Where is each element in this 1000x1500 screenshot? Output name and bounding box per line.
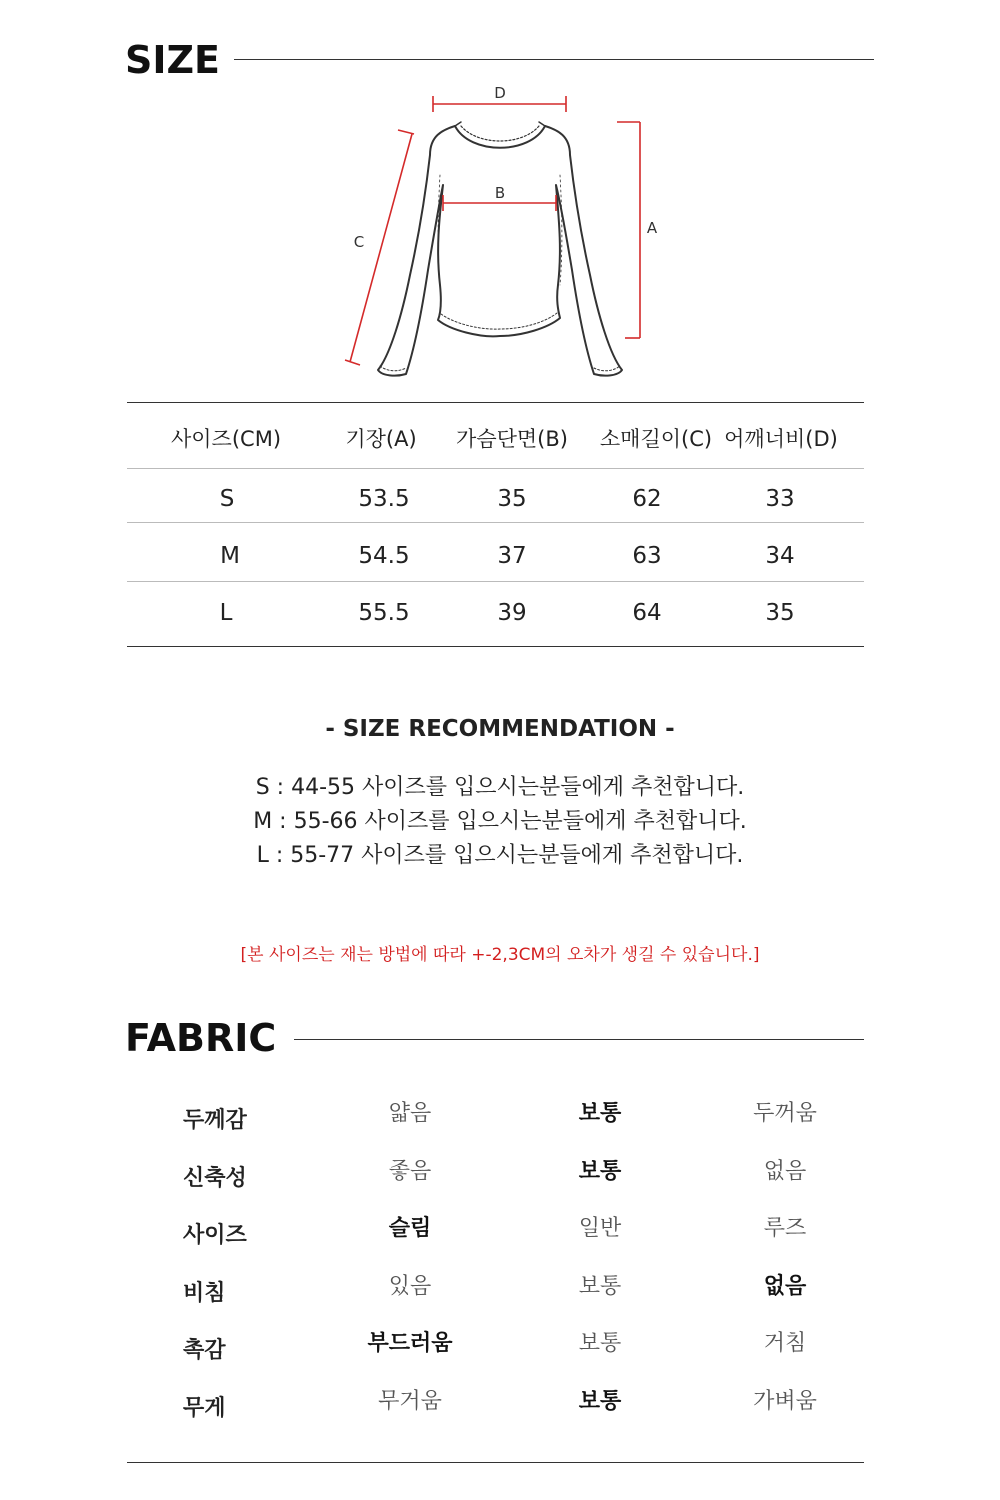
table-cell-chest: 37 [497, 543, 527, 569]
fabric-option: 무거움 [378, 1389, 442, 1414]
table-cell-sleeve: 63 [632, 543, 662, 569]
garment-diagram [330, 80, 670, 385]
table-cell-shoulder: 33 [765, 486, 795, 512]
table-cell-length: 53.5 [358, 486, 410, 512]
fabric-option: 거침 [763, 1331, 807, 1356]
table-cell-length: 55.5 [358, 600, 410, 626]
fabric-option-selected: 보통 [578, 1159, 622, 1184]
fabric-title-divider [294, 1039, 864, 1040]
fabric-row-label: 사이즈 [183, 1223, 247, 1248]
fabric-option: 보통 [578, 1331, 622, 1356]
size-title-divider [234, 59, 874, 60]
table-cell-size: S [219, 486, 235, 512]
fabric-option-selected: 슬림 [388, 1216, 432, 1241]
fabric-option: 얇음 [388, 1101, 432, 1126]
bottom-divider [127, 1462, 864, 1463]
recommendation-line: M : 55-66 사이즈를 입으시는분들에게 추천합니다. [253, 809, 747, 834]
diagram-label-d: D [494, 84, 506, 102]
fabric-option: 없음 [763, 1159, 807, 1184]
table-cell-sleeve: 64 [632, 600, 662, 626]
table-cell-shoulder: 34 [765, 543, 795, 569]
fabric-option: 좋음 [388, 1159, 432, 1184]
fabric-option: 가벼움 [753, 1389, 817, 1414]
table-cell-sleeve: 62 [632, 486, 662, 512]
fabric-option-selected: 없음 [763, 1274, 807, 1299]
table-header-chest: 가슴단면(B) [456, 427, 568, 451]
diagram-label-b: B [494, 184, 506, 202]
fabric-option-selected: 보통 [578, 1389, 622, 1414]
fabric-row-label: 무게 [183, 1396, 226, 1421]
fabric-row-label: 두께감 [183, 1108, 247, 1133]
fabric-option-selected: 보통 [578, 1101, 622, 1126]
fabric-row-label: 촉감 [183, 1338, 226, 1363]
fabric-option: 보통 [578, 1274, 622, 1299]
fabric-option: 일반 [578, 1216, 622, 1241]
fabric-row-label: 비침 [183, 1281, 226, 1306]
table-cell-length: 54.5 [358, 543, 410, 569]
recommendation-line: S : 44-55 사이즈를 입으시는분들에게 추천합니다. [255, 775, 745, 800]
table-cell-size: M [220, 543, 240, 569]
measurement-note: [본 사이즈는 재는 방법에 따라 +-2,3CM의 오차가 생길 수 있습니다.] [240, 945, 760, 965]
recommendation-title: - SIZE RECOMMENDATION - [325, 716, 675, 742]
table-header-length: 기장(A) [345, 427, 417, 451]
table-divider [127, 581, 864, 582]
table-bottom-border [127, 646, 864, 647]
fabric-row-label: 신축성 [183, 1166, 247, 1191]
table-top-border [127, 402, 864, 403]
table-cell-shoulder: 35 [765, 600, 795, 626]
fabric-option-selected: 부드러움 [367, 1331, 453, 1356]
fabric-section-title: FABRIC [125, 1016, 277, 1060]
table-header-shoulder: 어깨너비(D) [724, 427, 838, 451]
table-divider [127, 522, 864, 523]
table-cell-chest: 35 [497, 486, 527, 512]
fabric-option: 두꺼움 [753, 1101, 817, 1126]
table-cell-chest: 39 [497, 600, 527, 626]
fabric-option: 루즈 [763, 1216, 807, 1241]
fabric-option: 있음 [388, 1274, 432, 1299]
diagram-label-a: A [646, 219, 658, 237]
table-divider [127, 468, 864, 469]
size-section-title: SIZE [125, 38, 221, 82]
recommendation-line: L : 55-77 사이즈를 입으시는분들에게 추천합니다. [256, 843, 744, 868]
table-header-size: 사이즈(CM) [170, 427, 282, 451]
table-cell-size: L [219, 600, 233, 626]
top-outline [378, 122, 622, 376]
table-header-sleeve: 소매길이(C) [599, 427, 713, 451]
diagram-label-c: C [353, 233, 365, 251]
